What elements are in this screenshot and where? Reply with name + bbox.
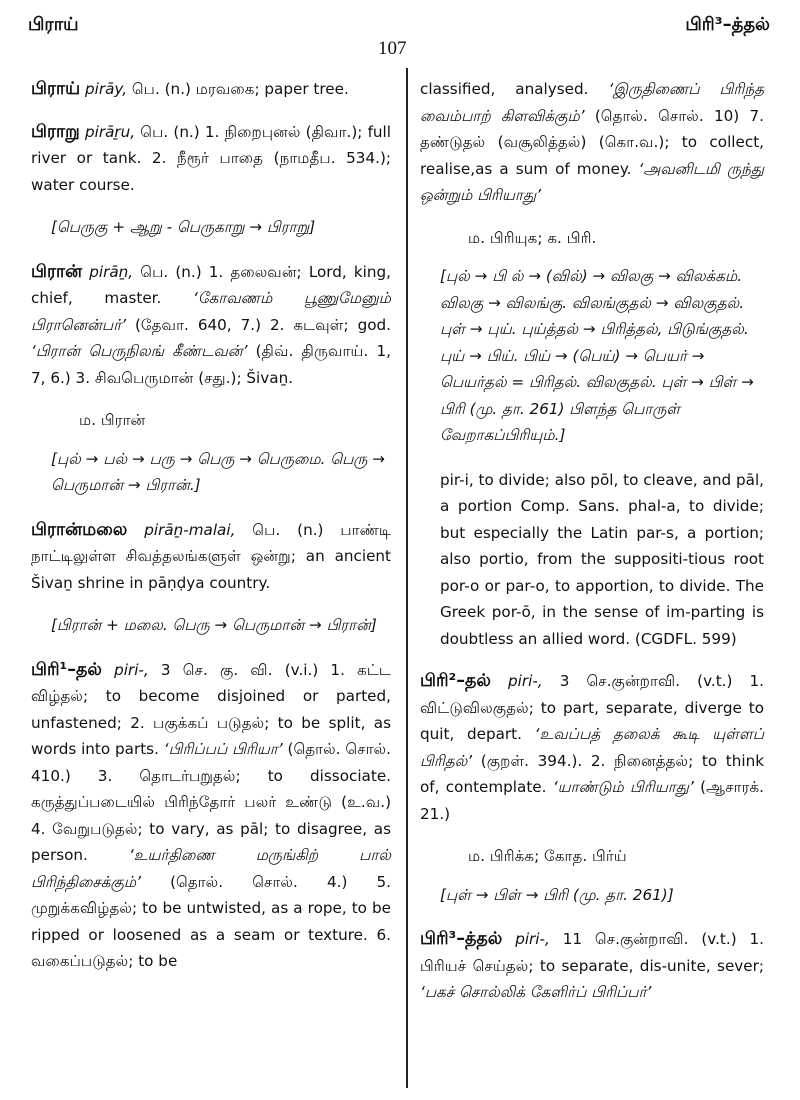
entry-piray — [31, 76, 391, 103]
definition-text: 11 செ.குன்றாவி. (v.t.) 1. பிரியச் செய்தல்; to separate, dis-unite, sever; — [420, 930, 765, 975]
definition-text: 3 செ.குன்றாவி. (v.t.) 1. விட்டுவிலகுதல்; to part, separate, diverge to quit, depart. — [420, 672, 764, 743]
header-left-guide-word: பிராய் — [28, 14, 79, 35]
headword: பிரி²–தல் — [420, 671, 491, 691]
definition-text: பெ. (n.) 1. நிறைபுனல் (திவா.); full river or tank. 2. நீரூர் பாதை (நாமதீப. 534.); water course. — [31, 122, 391, 194]
definition-text: (தொல். சொல். 4.) 5. முறுக்கவிழ்தல்; to be untwisted, as a rope, to be ripped or loosened as a seam or texture. 6. வகைப்படுதல்; to be — [31, 872, 391, 970]
etymology: [புள் → பிள் → பிரி (மு. தா. 261)] — [440, 885, 674, 904]
page-number: 107 — [378, 38, 407, 59]
quotation: ‘அவனிடமி ருந்து ஒன்றும் பிரியாது’ — [420, 159, 764, 204]
quotation: ‘பிரிப்பப் பிரியா’ — [163, 740, 283, 758]
definition-text: (தேவா. 640, 7.) 2. கடவுள்; god. — [125, 315, 391, 334]
quotation: ‘கோவணம் பூணுமேனும் பிரானென்பர்’ — [31, 289, 392, 334]
headword: பிராய் — [31, 79, 81, 99]
cognate-line: ம. பிரியுக; க. பிரி. — [468, 228, 597, 247]
comparative-note: pir-i, to divide; also pōl, to cleave, and pāl, a portion Comp. Sans. phal-a, to divide; but especially the Latin par-s, a portion; also portio, from the suppositi-tious root por-o or par-o, to apportion, to divide. The Greek por-ō, in the sense of im-parting is doubtless an allied word. (CGDFL. 599) — [440, 470, 764, 648]
headword: பிரி³–த்தல் — [420, 929, 503, 949]
quotation: ‘இருதிணைப் பிரிந்த வைம்பாற் கிளவிக்கும்’ — [420, 80, 764, 125]
right-column — [420, 76, 764, 1022]
transliteration: pirāṉ-malai, — [144, 520, 236, 539]
etymology: [பிரான் + மலை. பெரு → பெருமான் → பிரான்] — [51, 616, 377, 634]
headword: பிரான் — [31, 261, 83, 282]
transliteration: piri-, — [508, 672, 543, 690]
definition-text: (தொல். சொல். 410.) 3. தொடர்பறுதல்; to dissociate. கருத்துப்படையில் பிரிந்தோர் பலர் உண்டு (உ.வ.) 4. வேறுபடுதல்; to vary, as pāl; to disagree, as person. — [31, 740, 391, 864]
definition-text: classified, analysed. — [420, 80, 609, 98]
page-header — [0, 0, 800, 62]
entry-piraru — [31, 119, 391, 199]
quotation: ‘உயர்திணை மருங்கிற் பால் பிரிந்திசைக்கும்’ — [31, 846, 391, 891]
definition-text: (ஆசாரக். 21.) — [420, 778, 764, 823]
cognate-line: ம. பிரிக்க; கோத. பிர்ய் — [468, 847, 627, 865]
etymology: [புல் → பல் → பரு → பெரு → பெருமை. பெரு → பெருமான் → பிரான்.] — [51, 449, 386, 494]
entry-piri1-tal — [31, 657, 391, 975]
definition-text: (திவ். திருவாய். 1, 7, 6.) 3. சிவபெருமான் (சது.); Šivaṉ. — [31, 342, 392, 387]
headword: பிரி¹–தல் — [31, 659, 102, 680]
etymology: [பெருகு + ஆறு - பெருகாறு → பிராறு] — [51, 218, 316, 236]
transliteration: pirāṉ, — [89, 262, 134, 281]
entry-piri2-tal — [420, 668, 764, 827]
quotation: ‘பிரான் பெருநிலங் கீண்டவன்’ — [31, 342, 248, 360]
entry-piranmalai — [31, 517, 391, 597]
definition-text: பெ. (n.) பாண்டி நாட்டிலுள்ள சிவத்தலங்களுள் ஒன்று; an ancient Šivaṉ shrine in pāṇḍya country. — [31, 520, 392, 592]
left-column — [31, 76, 391, 991]
quotation: ‘பகச் சொல்லிக் கேளிர்ப் பிரிப்பர்’ — [420, 983, 652, 1001]
header-right-guide-word: பிரி³–த்தல் — [685, 14, 770, 35]
transliteration: pirāy, — [84, 80, 128, 98]
definition-text: பெ. (n.) 1. தலைவன்; Lord, king, chief, master. — [31, 262, 391, 307]
quotation: ‘உவப்பத் தலைக் கூடி யுள்ளப் பிரிதல்’ — [420, 725, 764, 770]
etymology: [புல் → பி ல் → (வில்) → விலகு → விலக்கம். விலகு → விலங்கு. விலங்குதல் → விலகுதல். புள் → புய். புய்த்தல் → பிரித்தல், பிடுங்குதல். புய் → பிய். பிய் → (பெய்) → பெயர் → பெயர்தல் = பிரிதல். விலகுதல். புள் → பிள் → பிரி (மு. தா. 261) பிளந்த பொருள் வேறாகப்பிரியும்.] — [440, 267, 754, 444]
cognate-line: ம. பிரான் — [79, 411, 146, 429]
entry-piri1-continued — [420, 76, 764, 209]
transliteration: piri-, — [114, 660, 149, 679]
definition-text: 3 செ. கு. வி. (v.i.) 1. கட்ட விழ்தல்; to become disjoined or parted, unfastened; 2. பகுக்கப் படுதல்; to be split, as words into parts. — [31, 660, 391, 758]
entry-piri3-ttal — [420, 926, 764, 1006]
transliteration: piri-, — [515, 930, 550, 948]
headword: பிரான்மலை — [31, 519, 128, 540]
headword: பிராறு — [31, 121, 80, 142]
definition-text: பெ. (n.) மரவகை; paper tree. — [127, 80, 349, 98]
quotation: ‘யாண்டும் பிரியாது’ — [552, 778, 694, 796]
column-divider — [406, 68, 408, 1088]
transliteration: pirāṟu, — [84, 122, 136, 141]
definition-text: (தொல். சொல். 10) 7. தண்டுதல் (வசூலித்தல்) (கொ.வ.); to collect, realise,as a sum of money. — [420, 106, 764, 178]
definition-text: (குறள். 394.). 2. நினைத்தல்; to think of, contemplate. — [420, 751, 764, 796]
entry-piran — [31, 259, 391, 392]
